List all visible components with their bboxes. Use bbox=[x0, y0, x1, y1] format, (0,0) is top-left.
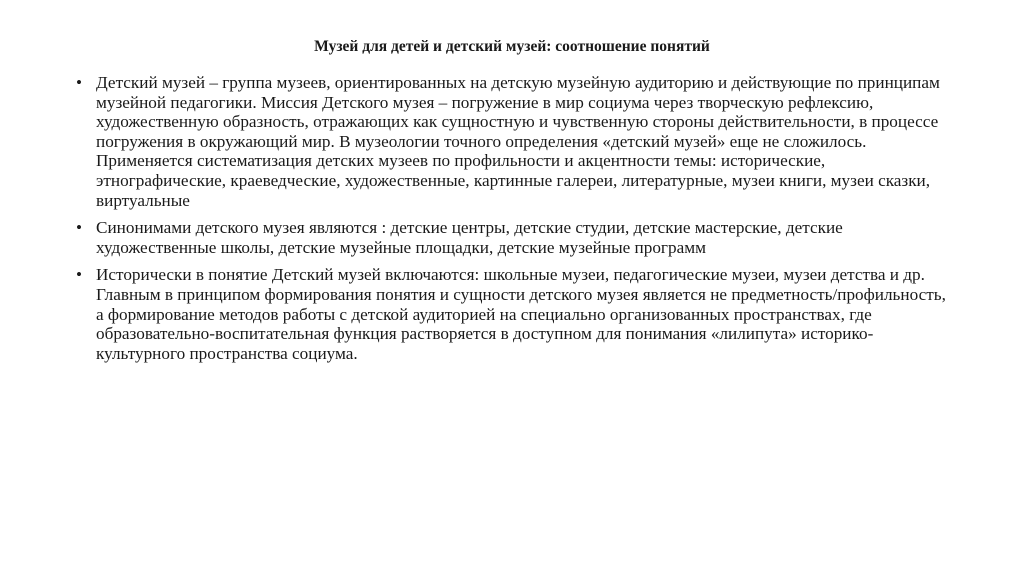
bullet-text: Детский музей – группа музеев, ориентированных на детскую музейную аудиторию и действующие по принципам музейной педагогики. Миссия Детского музея – погружение в мир социума через творческую рефлексию, художественную образность, отражающих как сущностную и чувственную стороны действительности, в процессе погружения в окружающий мир. В музеологии точного определения «детский музей» еще не сложилось. Применяется систематизация детских музеев по профильности и акцентности темы: исторические, этнографические, краеведческие, художественные, картинные галереи, литературные, музеи книги, музеи сказки, виртуальные bbox=[96, 73, 940, 210]
bullet-text: Исторически в понятие Детский музей включаются: школьные музеи, педагогические музеи, музеи детства и др. Главным в принципом формирования понятия и сущности детского музея является не предметность/профильность, а формирование методов работы с детской аудиторией на специально организованных пространствах, где образовательно-воспитательная функция растворяется в доступном для понимания «лилипута» историко-культурного пространства социума. bbox=[96, 265, 946, 363]
bullet-text: Синонимами детского музея являются : детские центры, детские студии, детские мастерские, детские художественные школы, детские музейные площадки, детские музейные программ bbox=[96, 218, 843, 257]
bullet-item bbox=[76, 73, 956, 210]
bullet-item bbox=[76, 218, 956, 257]
bullet-marker: • bbox=[76, 265, 83, 285]
slide-title: Музей для детей и детский музей: соотношение понятий bbox=[314, 38, 710, 55]
bullet-list bbox=[76, 73, 956, 371]
bullet-item bbox=[76, 265, 956, 363]
bullet-marker: • bbox=[76, 73, 83, 92]
bullet-marker: • bbox=[76, 218, 83, 238]
